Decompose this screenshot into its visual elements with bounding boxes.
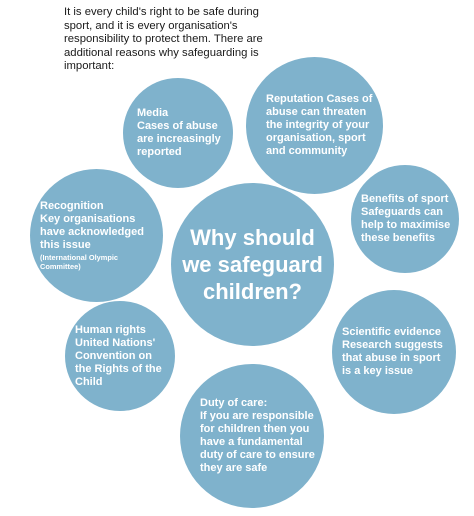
reputation-body: Cases of abuse can threaten the integrity of your organisation, sport and community xyxy=(266,93,373,157)
media-title: Media xyxy=(137,107,169,119)
duty-of-care-bubble xyxy=(180,364,324,508)
media-body: Cases of abuse are increasingly reported xyxy=(137,120,221,158)
scientific-evidence-body: Research suggests that abuse in sport is a key issue xyxy=(342,339,443,377)
recognition-bubble xyxy=(30,169,163,302)
human-rights-bubble xyxy=(65,301,175,411)
benefits-body: Safeguards can help to maximise these benefits xyxy=(361,206,451,244)
central-question: Why should we safeguard children? xyxy=(182,225,323,304)
duty-of-care-title: Duty of care: xyxy=(200,397,268,409)
reputation-text xyxy=(266,93,373,158)
reputation-bubble xyxy=(246,57,383,194)
human-rights-body: United Nations' Convention on the Rights of the Child xyxy=(75,336,162,388)
intro-text: It is every child's right to be safe during sport, and it is every organisation's responsibility to protect them. There are additional reasons why safeguarding is important: xyxy=(64,6,263,72)
reputation-title: Reputation xyxy=(266,93,324,105)
recognition-note: (International Olympic Committee) xyxy=(40,253,119,271)
scientific-evidence-bubble xyxy=(332,290,456,414)
scientific-evidence-title: Scientific evidence xyxy=(342,326,442,338)
recognition-title: Recognition xyxy=(40,200,104,212)
media-bubble xyxy=(123,78,233,188)
recognition-body: Key organisations have acknowledged this issue xyxy=(40,213,144,251)
central-question-bubble xyxy=(171,183,334,346)
human-rights-title: Human rights xyxy=(75,323,146,336)
benefits-title: Benefits of sport xyxy=(361,193,449,205)
duty-of-care-body: If you are responsible for children then you have a fundamental duty of care to ensure they are safe xyxy=(200,410,315,474)
benefits-bubble xyxy=(351,165,459,273)
